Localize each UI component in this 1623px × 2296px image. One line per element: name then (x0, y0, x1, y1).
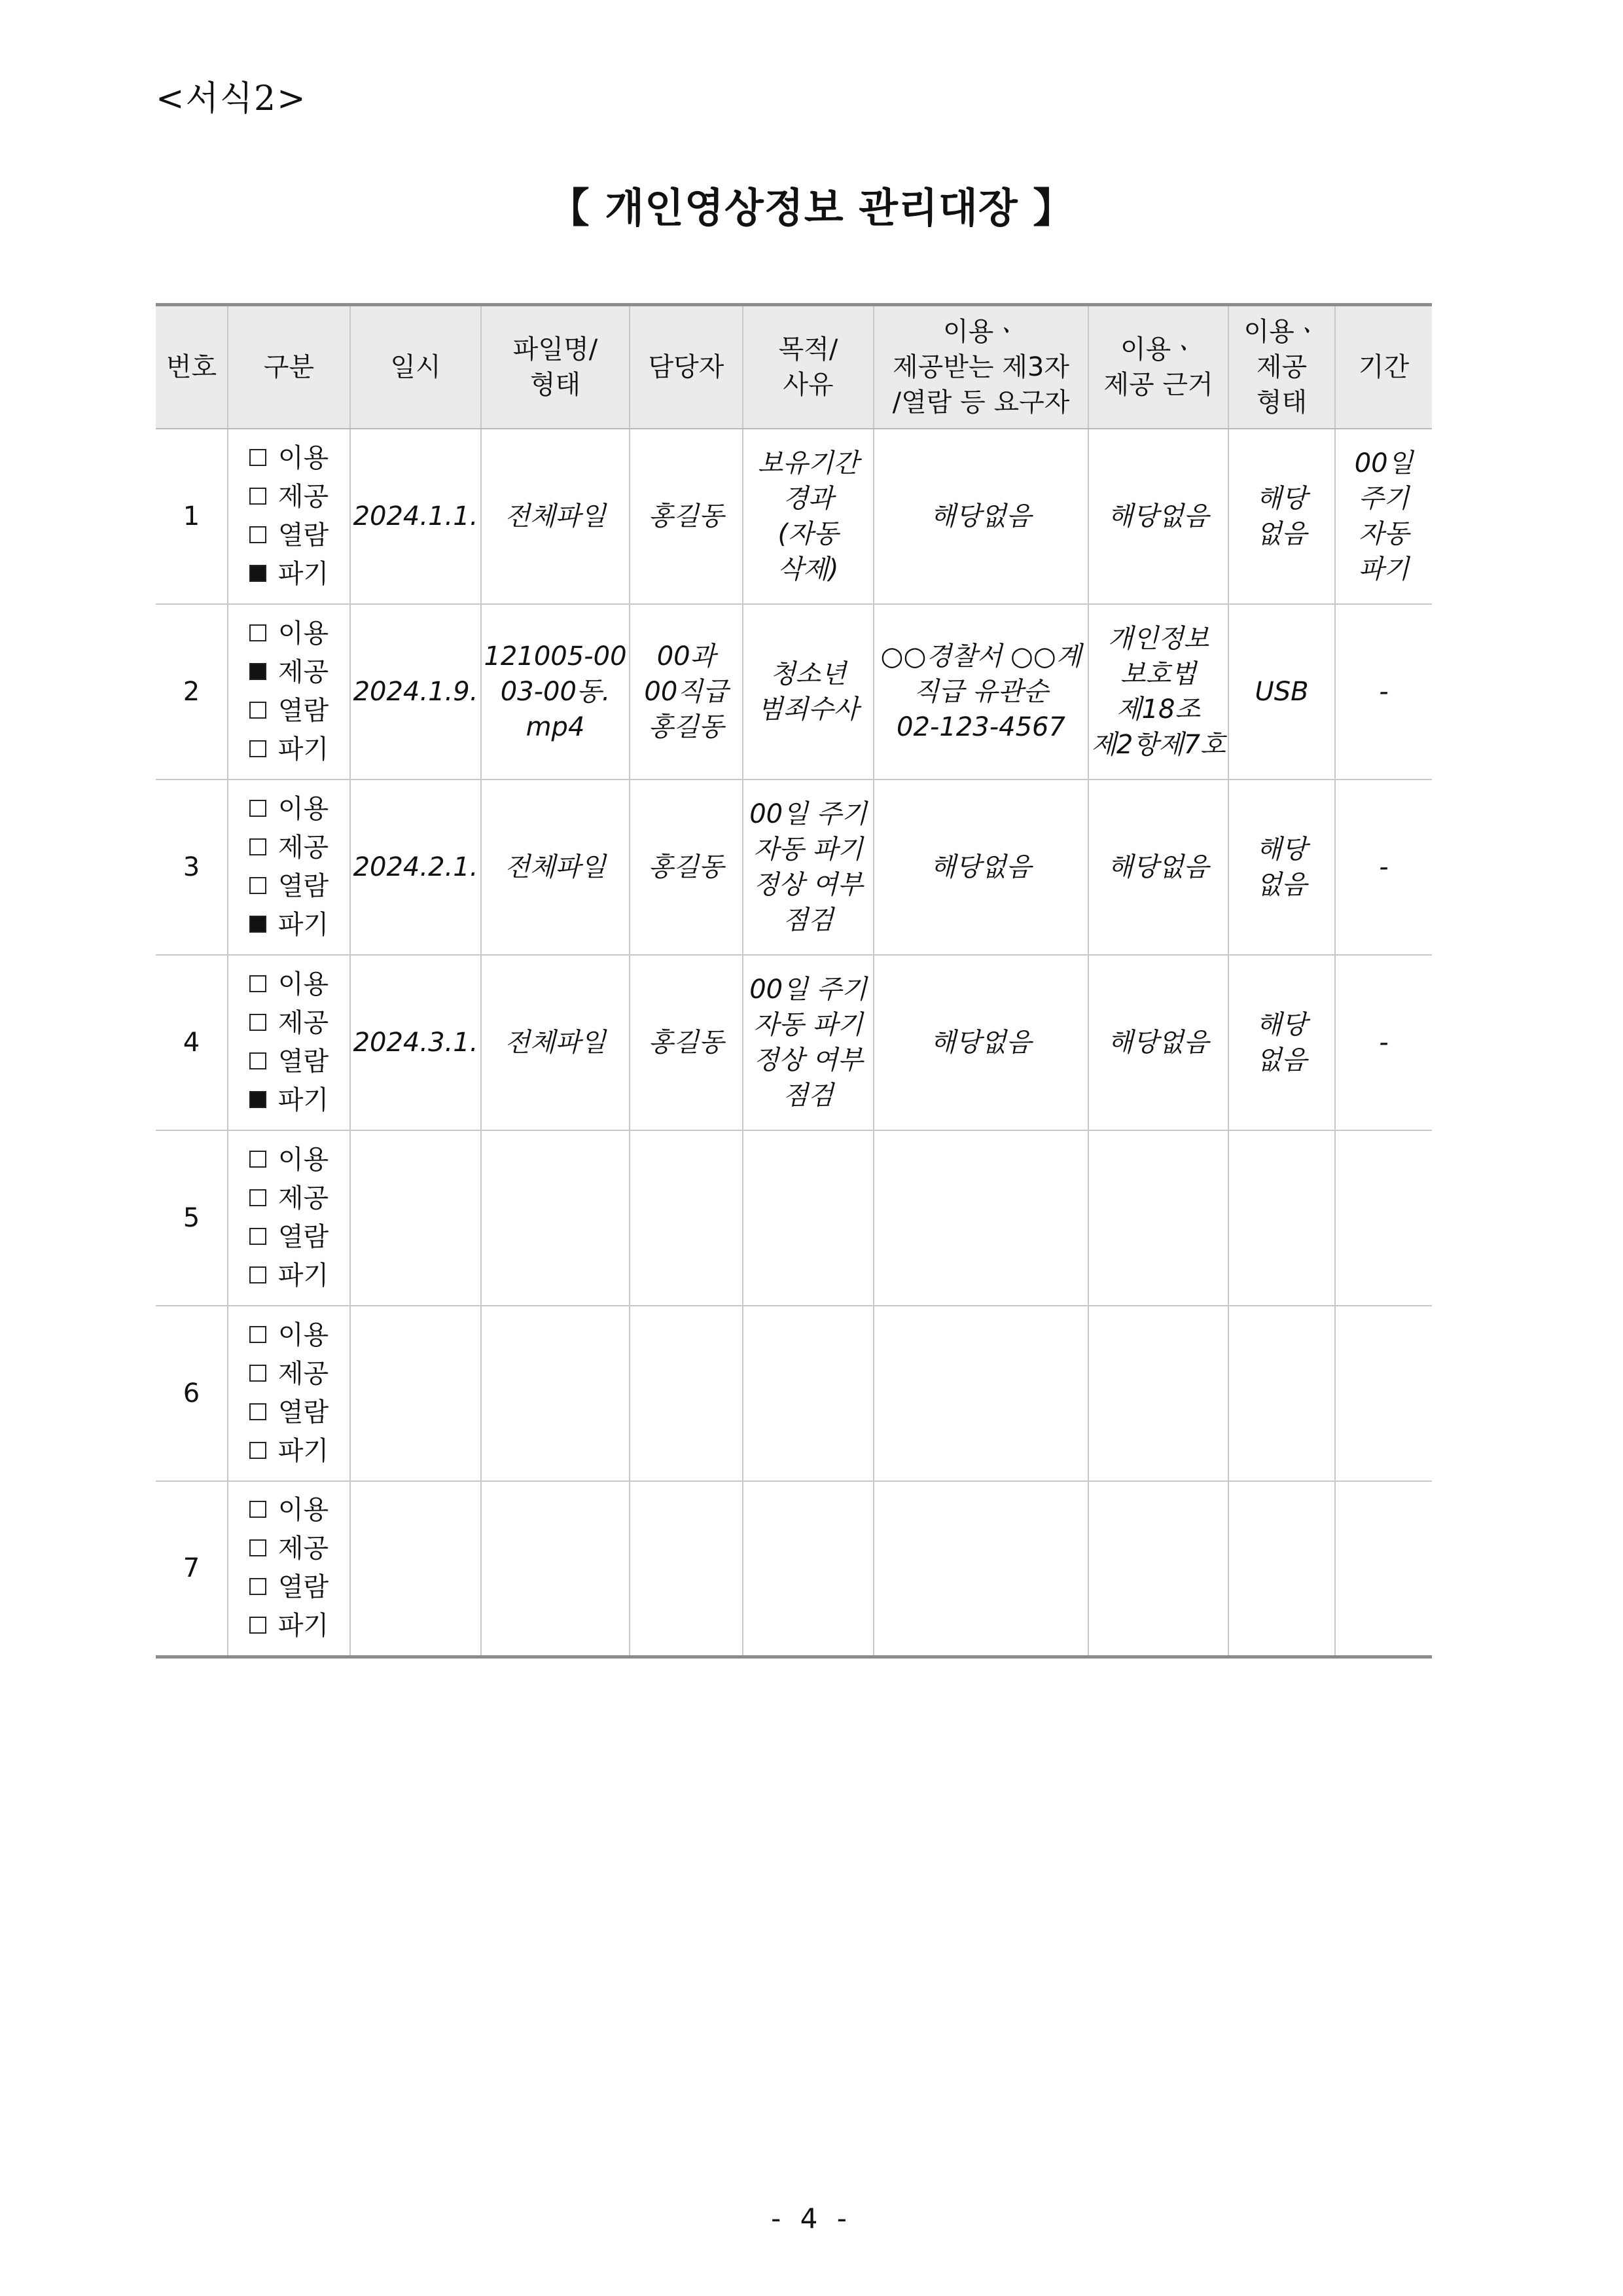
unchecked-box-icon[interactable] (249, 1151, 266, 1168)
category-option[interactable] (249, 790, 329, 829)
cell-manager (630, 1130, 743, 1306)
cell-basis: 해당없음 (1088, 780, 1228, 955)
category-option-label: 열람 (277, 1397, 329, 1427)
category-checklist (228, 955, 350, 1130)
category-option[interactable] (249, 1218, 329, 1257)
cell-datetime: 2024.3.1. (350, 955, 481, 1130)
row-number: 5 (156, 1130, 228, 1306)
header-period: 기간 (1335, 305, 1432, 429)
table-row (156, 1130, 1432, 1306)
cell-provision-form: 해당 없음 (1228, 780, 1335, 955)
cell-filename: 전체파일 (481, 780, 630, 955)
cell-datetime (350, 1130, 481, 1306)
header-category: 구분 (228, 305, 350, 429)
cell-purpose: 00일 주기 자동 파기 정상 여부 점검 (743, 780, 874, 955)
unchecked-box-icon[interactable] (249, 975, 266, 992)
page-title: 【 개인영상정보 관리대장 】 (548, 184, 1075, 232)
cell-datetime: 2024.1.9. (350, 604, 481, 780)
cell-period: - (1335, 780, 1432, 955)
checked-box-icon[interactable] (249, 916, 266, 933)
row-number: 2 (156, 604, 228, 780)
category-option-label: 파기 (277, 1085, 329, 1115)
category-option[interactable] (249, 615, 329, 653)
unchecked-box-icon[interactable] (249, 1052, 266, 1069)
unchecked-box-icon[interactable] (249, 1442, 266, 1459)
category-option-label: 이용 (277, 969, 329, 999)
category-option-label: 열람 (277, 520, 329, 550)
category-option[interactable] (249, 1316, 329, 1355)
category-option[interactable] (249, 906, 329, 944)
category-option[interactable] (249, 1081, 329, 1120)
category-option-label: 이용 (277, 1145, 329, 1175)
category-option-label: 파기 (277, 559, 329, 589)
row-number: 4 (156, 955, 228, 1130)
category-option-label: 파기 (277, 1261, 329, 1291)
category-option-label: 파기 (277, 910, 329, 940)
header-datetime: 일시 (350, 305, 481, 429)
category-option[interactable] (249, 516, 329, 555)
category-checklist (228, 1130, 350, 1306)
row-number: 7 (156, 1481, 228, 1657)
cell-period (1335, 1306, 1432, 1481)
cell-manager (630, 1481, 743, 1657)
category-option[interactable] (249, 1257, 329, 1295)
unchecked-box-icon[interactable] (249, 1617, 266, 1634)
category-option-label: 열람 (277, 1222, 329, 1252)
category-option-label: 이용 (277, 1320, 329, 1350)
cell-manager (630, 1306, 743, 1481)
cell-filename: 전체파일 (481, 955, 630, 1130)
header-basis: 이용ㆍ 제공 근거 (1088, 305, 1228, 429)
cell-purpose: 청소년 범죄수사 (743, 604, 874, 780)
cell-filename (481, 1306, 630, 1481)
category-option-label: 파기 (277, 734, 329, 764)
management-register-table (156, 303, 1432, 1659)
category-checklist (228, 780, 350, 955)
category-option[interactable] (249, 1179, 329, 1218)
category-option-label: 열람 (277, 1047, 329, 1077)
category-option-label: 파기 (277, 1611, 329, 1641)
unchecked-box-icon[interactable] (249, 1578, 266, 1595)
cell-period: - (1335, 955, 1432, 1130)
category-option-label: 제공 (277, 1183, 329, 1213)
unchecked-box-icon[interactable] (249, 1228, 266, 1245)
category-option[interactable] (249, 653, 329, 692)
header-purpose: 목적/ 사유 (743, 305, 874, 429)
category-checklist (228, 604, 350, 780)
table-row (156, 1306, 1432, 1481)
unchecked-box-icon[interactable] (249, 526, 266, 543)
category-option[interactable] (249, 555, 329, 594)
cell-basis: 개인정보 보호법 제18조 제2항제7호 (1088, 604, 1228, 780)
cell-recipient: 해당없음 (874, 780, 1088, 955)
cell-recipient (874, 1130, 1088, 1306)
unchecked-box-icon[interactable] (249, 877, 266, 894)
cell-datetime (350, 1306, 481, 1481)
cell-period: 00일 주기 자동 파기 (1335, 429, 1432, 604)
cell-purpose: 00일 주기 자동 파기 정상 여부 점검 (743, 955, 874, 1130)
category-checklist (228, 1481, 350, 1657)
category-option[interactable] (249, 1491, 329, 1530)
category-option[interactable] (249, 965, 329, 1004)
cell-filename (481, 1130, 630, 1306)
category-option-label: 이용 (277, 794, 329, 824)
category-option-label: 제공 (277, 833, 329, 863)
table-row (156, 429, 1432, 604)
cell-provision-form (1228, 1306, 1335, 1481)
unchecked-box-icon[interactable] (249, 488, 266, 505)
row-number: 1 (156, 429, 228, 604)
unchecked-box-icon[interactable] (249, 1365, 266, 1382)
unchecked-box-icon[interactable] (249, 1326, 266, 1343)
header-provision-form: 이용ㆍ 제공 형태 (1228, 305, 1335, 429)
category-option[interactable] (249, 1355, 329, 1393)
category-option[interactable] (249, 1530, 329, 1568)
category-option[interactable] (249, 867, 329, 906)
cell-recipient: 해당없음 (874, 955, 1088, 1130)
category-option-label: 열람 (277, 696, 329, 726)
cell-filename (481, 1481, 630, 1657)
category-option[interactable] (249, 730, 329, 769)
cell-provision-form: 해당 없음 (1228, 955, 1335, 1130)
row-number: 6 (156, 1306, 228, 1481)
unchecked-box-icon[interactable] (249, 740, 266, 757)
header-number: 번호 (156, 305, 228, 429)
form-label: <서식2> (156, 79, 307, 118)
category-option[interactable] (249, 1141, 329, 1179)
cell-filename: 121005-00 03-00동. mp4 (481, 604, 630, 780)
cell-datetime (350, 1481, 481, 1657)
cell-period (1335, 1481, 1432, 1657)
checked-box-icon[interactable] (249, 565, 266, 582)
unchecked-box-icon[interactable] (249, 800, 266, 817)
cell-recipient (874, 1306, 1088, 1481)
category-option-label: 이용 (277, 1495, 329, 1526)
unchecked-box-icon[interactable] (249, 624, 266, 641)
cell-period: - (1335, 604, 1432, 780)
cell-provision-form (1228, 1481, 1335, 1657)
category-option-label: 제공 (277, 1359, 329, 1389)
category-option-label: 열람 (277, 1572, 329, 1603)
category-option[interactable] (249, 692, 329, 730)
category-option[interactable] (249, 829, 329, 867)
category-option-label: 이용 (277, 619, 329, 649)
category-option-label: 제공 (277, 657, 329, 687)
header-filename-format: 파일명/ 형태 (481, 305, 630, 429)
cell-provision-form: 해당 없음 (1228, 429, 1335, 604)
table-row (156, 955, 1432, 1130)
unchecked-box-icon[interactable] (249, 1014, 266, 1031)
cell-basis: 해당없음 (1088, 955, 1228, 1130)
cell-basis (1088, 1481, 1228, 1657)
cell-period (1335, 1130, 1432, 1306)
unchecked-box-icon[interactable] (249, 1539, 266, 1556)
category-option-label: 열람 (277, 871, 329, 901)
category-option-label: 제공 (277, 482, 329, 512)
cell-basis: 해당없음 (1088, 429, 1228, 604)
cell-basis (1088, 1306, 1228, 1481)
cell-purpose: 보유기간 경과 (자동 삭제) (743, 429, 874, 604)
cell-manager: 00과 00직급 홍길동 (630, 604, 743, 780)
cell-filename: 전체파일 (481, 429, 630, 604)
row-number: 3 (156, 780, 228, 955)
cell-manager: 홍길동 (630, 955, 743, 1130)
category-checklist (228, 1306, 350, 1481)
category-option-label: 파기 (277, 1436, 329, 1466)
category-option[interactable] (249, 1043, 329, 1081)
unchecked-box-icon[interactable] (249, 449, 266, 466)
header-manager: 담당자 (630, 305, 743, 429)
unchecked-box-icon[interactable] (249, 838, 266, 855)
category-option[interactable] (249, 439, 329, 478)
unchecked-box-icon[interactable] (249, 1403, 266, 1420)
table-header-row (156, 305, 1432, 429)
cell-datetime: 2024.2.1. (350, 780, 481, 955)
category-option[interactable] (249, 1607, 329, 1645)
cell-manager: 홍길동 (630, 780, 743, 955)
category-checklist (228, 429, 350, 604)
table-row (156, 780, 1432, 955)
cell-provision-form (1228, 1130, 1335, 1306)
cell-basis (1088, 1130, 1228, 1306)
cell-provision-form: USB (1228, 604, 1335, 780)
category-option-label: 제공 (277, 1534, 329, 1564)
cell-manager: 홍길동 (630, 429, 743, 604)
category-option[interactable] (249, 1432, 329, 1471)
cell-purpose (743, 1306, 874, 1481)
checked-box-icon[interactable] (249, 1091, 266, 1108)
cell-datetime: 2024.1.1. (350, 429, 481, 604)
table-row (156, 1481, 1432, 1657)
page-number: - 4 - (771, 2202, 852, 2234)
category-option-label: 이용 (277, 443, 329, 473)
table-row (156, 604, 1432, 780)
cell-recipient (874, 1481, 1088, 1657)
category-option[interactable] (249, 1004, 329, 1043)
cell-recipient: 해당없음 (874, 429, 1088, 604)
header-recipient: 이용ㆍ 제공받는 제3자 /열람 등 요구자 (874, 305, 1088, 429)
cell-recipient: ○○경찰서 ○○계 직급 유관순 02-123-4567 (874, 604, 1088, 780)
unchecked-box-icon[interactable] (249, 1266, 266, 1283)
checked-box-icon[interactable] (249, 663, 266, 680)
category-option[interactable] (249, 1393, 329, 1432)
category-option-label: 제공 (277, 1008, 329, 1038)
cell-purpose (743, 1481, 874, 1657)
category-option[interactable] (249, 478, 329, 516)
unchecked-box-icon[interactable] (249, 702, 266, 719)
unchecked-box-icon[interactable] (249, 1501, 266, 1518)
category-option[interactable] (249, 1568, 329, 1607)
unchecked-box-icon[interactable] (249, 1189, 266, 1206)
cell-purpose (743, 1130, 874, 1306)
